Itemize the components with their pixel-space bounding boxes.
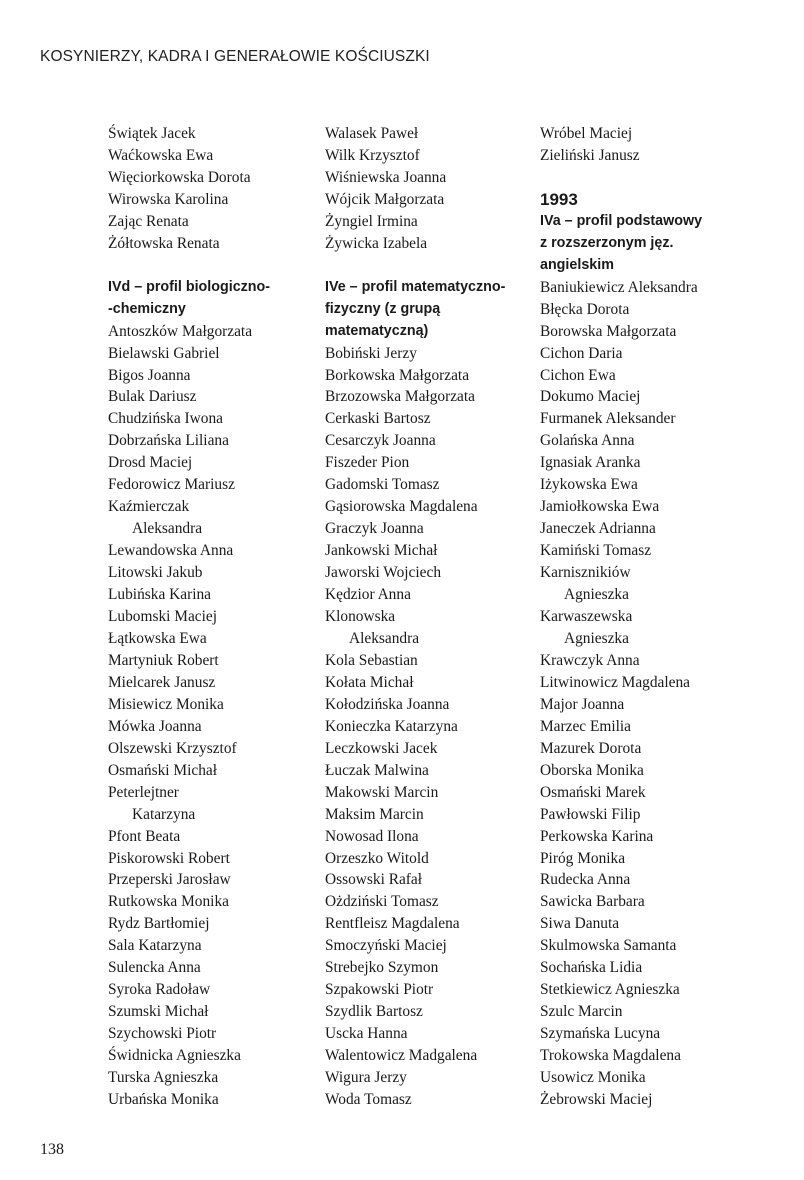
student-name: Major Joanna xyxy=(540,695,625,713)
name-column-1 xyxy=(108,123,298,1111)
student-name: Strebejko Szymon xyxy=(325,959,439,977)
student-name: Szychowski Piotr xyxy=(108,1025,217,1043)
student-name: Turska Agnieszka xyxy=(108,1069,219,1087)
student-name: Oborska Monika xyxy=(540,761,644,779)
student-name: Karwaszewska xyxy=(540,608,633,626)
student-name: Walasek Paweł xyxy=(325,125,419,142)
student-name: Kołata Michał xyxy=(325,673,414,691)
student-name: Bigos Joanna xyxy=(108,366,191,384)
student-name: Kamiński Tomasz xyxy=(540,542,652,560)
student-name: Leczkowski Jacek xyxy=(325,739,438,757)
student-name: Litwinowicz Magdalena xyxy=(540,673,691,691)
student-name: Golańska Anna xyxy=(540,432,635,450)
student-name: Jamiołkowska Ewa xyxy=(540,498,660,516)
student-name: Stetkiewicz Agnieszka xyxy=(540,981,680,999)
student-name: Gąsiorowska Magdalena xyxy=(325,498,478,516)
student-name: Pawłowski Filip xyxy=(540,805,641,823)
page-number: 138 xyxy=(40,1141,64,1158)
student-name: Borkowska Małgorzata xyxy=(325,366,470,384)
student-name: Mazurek Dorota xyxy=(540,739,642,757)
student-name: Litowski Jakub xyxy=(108,564,203,582)
student-name: Świdnicka Agnieszka xyxy=(108,1047,241,1065)
student-name: Więciorkowska Dorota xyxy=(108,168,251,186)
student-name: Kołodzińska Joanna xyxy=(325,695,450,713)
student-name: Antoszków Małgorzata xyxy=(108,322,253,340)
student-name: Sawicka Barbara xyxy=(540,893,645,911)
student-name: Trokowska Magdalena xyxy=(540,1047,681,1065)
name-continuation: Aleksandra xyxy=(349,629,420,647)
student-name: Cesarczyk Joanna xyxy=(325,432,436,450)
name-continuation: Katarzyna xyxy=(132,805,196,823)
student-name: Dokumo Maciej xyxy=(540,388,641,406)
name-continuation: Aleksandra xyxy=(132,520,203,538)
section-heading: z rozszerzonym jęz. xyxy=(540,234,674,251)
student-name: Siwa Danuta xyxy=(540,915,620,933)
section-heading: IVa – profil podstawowy xyxy=(540,212,703,229)
student-name: Żebrowski Maciej xyxy=(540,1090,653,1108)
section-heading: angielskim xyxy=(540,256,614,273)
student-name: Zając Renata xyxy=(108,212,189,230)
section-spacer xyxy=(325,255,525,277)
student-name: Dobrzańska Liliana xyxy=(108,432,229,450)
student-name: Piskorowski Robert xyxy=(108,849,230,867)
section-spacer xyxy=(540,167,760,189)
student-name: Wójcik Małgorzata xyxy=(325,190,445,208)
student-name: Szulc Marcin xyxy=(540,1003,623,1021)
student-name: Perkowska Karina xyxy=(540,827,654,845)
student-name: Ożdziński Tomasz xyxy=(325,893,439,911)
student-name: Żółtowska Renata xyxy=(108,234,220,252)
name-continuation: Agnieszka xyxy=(564,586,629,604)
student-name: Zieliński Janusz xyxy=(540,146,640,164)
student-name: Woda Tomasz xyxy=(325,1090,412,1108)
student-name: Sochańska Lidia xyxy=(540,959,643,977)
year-heading: 1993 xyxy=(540,189,578,209)
student-name: Żywicka Izabela xyxy=(325,234,428,252)
student-name: Waćkowska Ewa xyxy=(108,146,214,164)
student-name: Szydlik Bartosz xyxy=(325,1003,423,1021)
student-name: Kola Sebastian xyxy=(325,651,418,669)
student-name: Wirowska Karolina xyxy=(108,190,229,208)
student-name: Iżykowska Ewa xyxy=(540,476,638,494)
student-name: Osmański Marek xyxy=(540,783,646,801)
student-name: Janeczek Adrianna xyxy=(540,520,656,538)
student-name: Graczyk Joanna xyxy=(325,520,424,538)
student-name: Kędzior Anna xyxy=(325,586,411,604)
student-name: Chudzińska Iwona xyxy=(108,410,223,428)
student-name: Lubińska Karina xyxy=(108,586,212,604)
student-name: Peterlejtner xyxy=(108,783,179,801)
student-name: Walentowicz Madgalena xyxy=(325,1047,478,1065)
student-name: Rydz Bartłomiej xyxy=(108,915,210,933)
student-name: Urbańska Monika xyxy=(108,1090,219,1108)
section-heading: -chemiczny xyxy=(108,300,186,317)
student-name: Syroka Radoław xyxy=(108,981,211,999)
name-continuation: Agnieszka xyxy=(564,629,629,647)
student-name: Szymańska Lucyna xyxy=(540,1025,661,1043)
student-name: Misiewicz Monika xyxy=(108,695,224,713)
student-name: Uscka Hanna xyxy=(325,1025,408,1043)
student-name: Klonowska xyxy=(325,608,396,626)
student-name: Makowski Marcin xyxy=(325,783,439,801)
student-name: Bielawski Gabriel xyxy=(108,344,220,362)
student-name: Błęcka Dorota xyxy=(540,300,630,318)
student-name: Przeperski Jarosław xyxy=(108,871,231,889)
student-name: Szumski Michał xyxy=(108,1003,209,1021)
student-name: Nowosad Ilona xyxy=(325,827,419,845)
student-name: Osmański Michał xyxy=(108,761,218,779)
student-name: Łątkowska Ewa xyxy=(108,629,207,647)
student-name: Orzeszko Witold xyxy=(325,849,429,867)
student-name: Baniukiewicz Aleksandra xyxy=(540,278,698,296)
student-name: Krawczyk Anna xyxy=(540,651,640,669)
student-name: Bobiński Jerzy xyxy=(325,344,417,362)
student-name: Konieczka Katarzyna xyxy=(325,717,458,735)
student-name: Sala Katarzyna xyxy=(108,937,202,955)
running-header: KOSYNIERZY, KADRA I GENERAŁOWIE KOŚCIUSZKI xyxy=(40,48,430,65)
student-name: Fiszeder Pion xyxy=(325,454,410,472)
student-name: Mielcarek Janusz xyxy=(108,673,216,691)
student-name: Lewandowska Anna xyxy=(108,542,234,560)
student-name: Smoczyński Maciej xyxy=(325,937,447,955)
student-name: Wróbel Maciej xyxy=(540,125,633,142)
section-spacer xyxy=(108,255,298,277)
student-name: Jaworski Wojciech xyxy=(325,564,442,582)
student-name: Jankowski Michał xyxy=(325,542,438,560)
student-name: Maksim Marcin xyxy=(325,805,424,823)
student-name: Świątek Jacek xyxy=(108,125,196,142)
student-name: Lubomski Maciej xyxy=(108,608,217,626)
name-column-3 xyxy=(540,123,760,1111)
student-name: Drosd Maciej xyxy=(108,454,193,472)
student-name: Ossowski Rafał xyxy=(325,871,423,889)
student-name: Fedorowicz Mariusz xyxy=(108,476,235,494)
student-name: Marzec Emilia xyxy=(540,717,632,735)
section-heading: matematyczną) xyxy=(325,322,429,339)
student-name: Wiśniewska Joanna xyxy=(325,168,447,186)
student-name: Rentfleisz Magdalena xyxy=(325,915,460,933)
student-name: Pfont Beata xyxy=(108,827,181,845)
student-name: Rudecka Anna xyxy=(540,871,631,889)
student-name: Skulmowska Samanta xyxy=(540,937,677,955)
student-name: Brzozowska Małgorzata xyxy=(325,388,475,406)
student-name: Ignasiak Aranka xyxy=(540,454,641,472)
student-name: Cichon Ewa xyxy=(540,366,616,384)
student-name: Sulencka Anna xyxy=(108,959,201,977)
student-name: Żyngiel Irmina xyxy=(325,212,418,230)
name-column-2 xyxy=(325,123,525,1111)
student-name: Martyniuk Robert xyxy=(108,651,219,669)
student-name: Gadomski Tomasz xyxy=(325,476,440,494)
student-name: Kaźmierczak xyxy=(108,498,190,516)
student-name: Usowicz Monika xyxy=(540,1069,646,1087)
student-name: Borowska Małgorzata xyxy=(540,322,677,340)
student-name: Cerkaski Bartosz xyxy=(325,410,431,428)
student-name: Cichon Daria xyxy=(540,344,623,362)
student-name: Wigura Jerzy xyxy=(325,1069,407,1087)
section-heading: IVe – profil matematyczno- xyxy=(325,278,506,295)
student-name: Piróg Monika xyxy=(540,849,626,867)
student-name: Łuczak Malwina xyxy=(325,761,429,779)
student-name: Karnisznikiów xyxy=(540,564,631,582)
section-heading: IVd – profil biologiczno- xyxy=(108,278,271,295)
student-name: Olszewski Krzysztof xyxy=(108,739,237,757)
student-name: Wilk Krzysztof xyxy=(325,146,420,164)
section-heading: fizyczny (z grupą xyxy=(325,300,441,317)
student-name: Szpakowski Piotr xyxy=(325,981,434,999)
student-name: Bulak Dariusz xyxy=(108,388,197,406)
student-name: Rutkowska Monika xyxy=(108,893,229,911)
student-name: Furmanek Aleksander xyxy=(540,410,676,428)
student-name: Mówka Joanna xyxy=(108,717,202,735)
